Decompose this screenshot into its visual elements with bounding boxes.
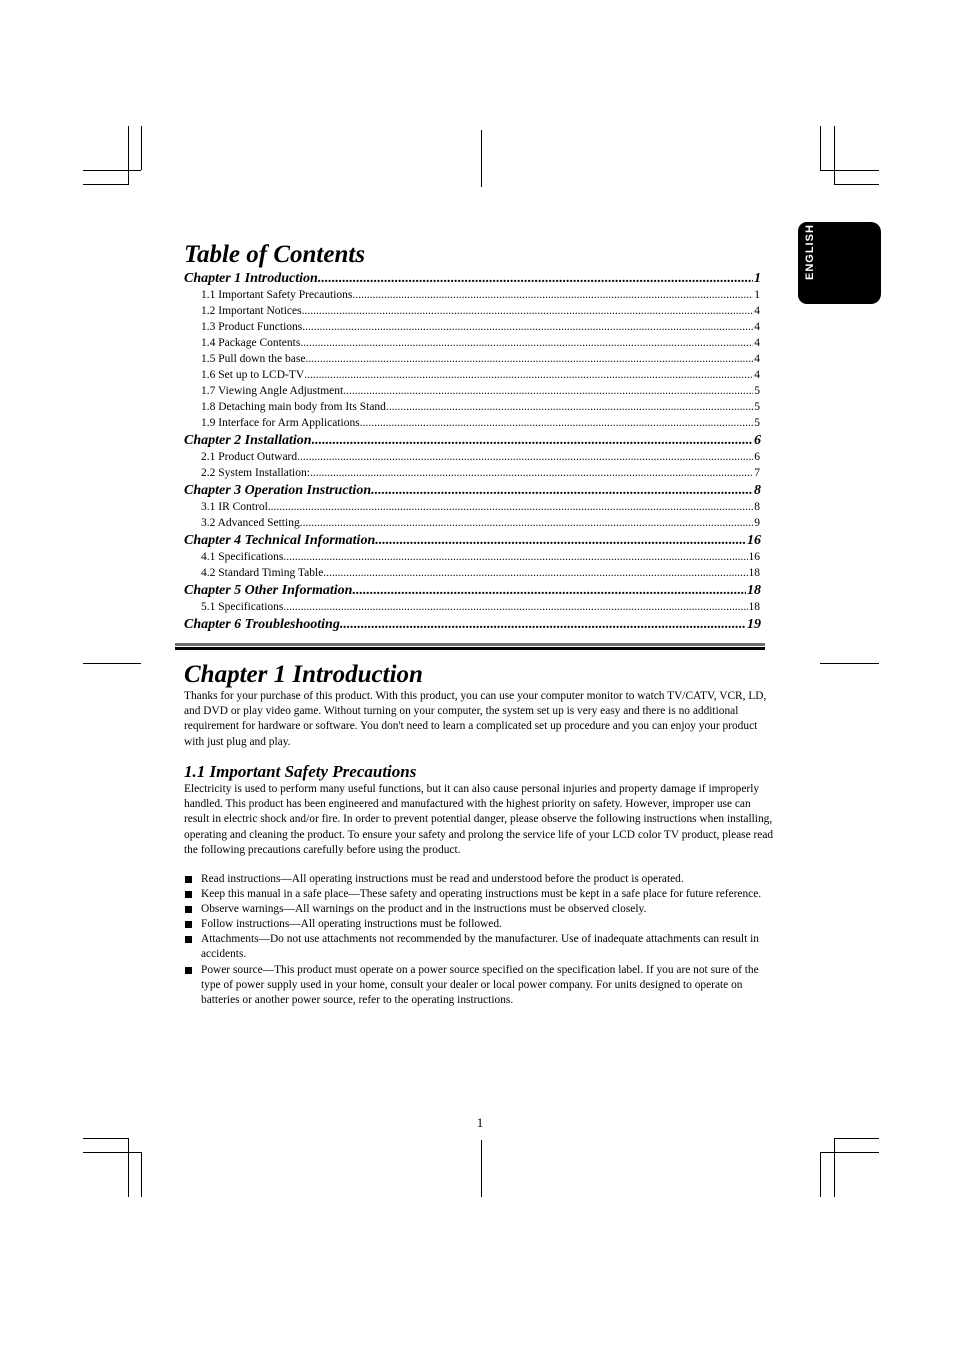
safety-paragraph: Electricity is used to perform many useful functions, but it can also cause personal injuries and property damage if improperly handled. This product has been engineered and manufactured with the highest priority on safety. However, improper use can result in electric shock and/or fire. In order to prevent potential danger, please observe the following instructions when installing, operating and cleaning the product. To ensure your safety and prolong the service life of your LCD color TV product, please read the following precautions carefully before using the product. bbox=[184, 783, 774, 856]
toc-leader-dots bbox=[300, 337, 753, 349]
language-tab bbox=[798, 222, 881, 304]
toc-chapter-row bbox=[184, 533, 761, 551]
toc-leader-dots bbox=[360, 417, 754, 429]
bullet-text: Follow instructions—All operating instructions must be followed. bbox=[201, 918, 502, 931]
toc-section-row bbox=[184, 369, 761, 385]
toc-entry-label: Chapter 6 Troubleshooting bbox=[184, 617, 340, 632]
toc-entry-label: 4.2 Standard Timing Table bbox=[201, 567, 324, 579]
crop-mark bbox=[820, 170, 879, 171]
toc-chapter-row bbox=[184, 617, 761, 635]
toc-section-row bbox=[184, 305, 761, 321]
toc-entry-label: Chapter 4 Technical Information bbox=[184, 533, 376, 548]
toc-title: Table of Contents bbox=[184, 241, 366, 268]
toc-section-row bbox=[184, 501, 761, 517]
toc-page-number: 16 bbox=[747, 533, 761, 548]
toc-entry-label: 4.1 Specifications bbox=[201, 551, 284, 563]
bullet-text: Power source—This product must operate on a power source specified on the specification label. If you are not sure of the type of power supply used in your home, consult your dealer or local power company. For units designed to operate on batteries or another power source, refer to the operating instructions. bbox=[201, 963, 759, 1006]
bullet-square-icon bbox=[185, 906, 192, 913]
toc-page-number: 4 bbox=[754, 337, 760, 349]
toc-section-row bbox=[184, 289, 761, 305]
toc-section-row bbox=[184, 467, 761, 483]
toc-entry-label: 1.5 Pull down the base bbox=[201, 353, 306, 365]
crop-mark bbox=[141, 1152, 142, 1197]
toc-section-row bbox=[184, 353, 761, 369]
toc-page-number: 5 bbox=[754, 385, 760, 397]
section-heading: 1.1 Important Safety Precautions bbox=[184, 762, 417, 781]
toc-leader-dots bbox=[352, 289, 753, 301]
toc-leader-dots bbox=[297, 451, 753, 463]
toc-leader-dots bbox=[386, 401, 753, 413]
toc-page-number: 18 bbox=[748, 567, 760, 579]
toc-entry-label: 1.3 Product Functions bbox=[201, 321, 303, 333]
toc-page-number: 18 bbox=[748, 601, 760, 613]
toc-leader-dots bbox=[283, 601, 747, 613]
toc-chapter-row bbox=[184, 433, 761, 451]
toc-section-row bbox=[184, 401, 761, 417]
toc-page-number: 16 bbox=[748, 551, 760, 563]
toc-leader-dots bbox=[310, 467, 753, 479]
section-divider bbox=[175, 643, 765, 650]
list-item bbox=[184, 872, 778, 887]
crop-mark bbox=[128, 126, 129, 184]
bullet-square-icon bbox=[185, 967, 192, 974]
toc-entry-label: Chapter 2 Installation bbox=[184, 433, 312, 448]
toc-page-number: 7 bbox=[754, 467, 760, 479]
crop-mark bbox=[834, 1138, 835, 1197]
toc-section-row bbox=[184, 551, 761, 567]
crop-mark bbox=[83, 1152, 141, 1153]
toc-leader-dots bbox=[312, 433, 753, 449]
toc-section-row bbox=[184, 601, 761, 617]
page-number: 1 bbox=[476, 1115, 484, 1130]
toc-page-number: 8 bbox=[754, 501, 760, 513]
toc-entry-label: 3.2 Advanced Setting bbox=[201, 517, 300, 529]
toc-leader-dots bbox=[300, 517, 754, 529]
safety-bullet-list bbox=[184, 872, 778, 1008]
intro-paragraph: Thanks for your purchase of this product. With this product, you can use your computer monitor to watch TV/CATV, VCR, LD, and DVD or play video game. Without turning on your computer, the system set up is very easy and there is no additional requirement for hardware or software. You don't need to learn a complicated set up procedure and you can enjoy your product with just plug and play. bbox=[184, 690, 767, 748]
toc-entry-label: 1.9 Interface for Arm Applications bbox=[201, 417, 360, 429]
bullet-text: Observe warnings—All warnings on the product and in the instructions must be observed closely. bbox=[201, 903, 647, 916]
crop-mark bbox=[820, 1152, 879, 1153]
toc-page-number: 9 bbox=[754, 517, 760, 529]
bullet-text: Keep this manual in a safe place—These safety and operating instructions must be kept in a safe place for future reference. bbox=[201, 888, 762, 901]
bullet-square-icon bbox=[185, 921, 192, 928]
crop-mark bbox=[481, 1140, 482, 1197]
toc-chapter-row bbox=[184, 271, 761, 289]
bullet-square-icon bbox=[185, 876, 192, 883]
toc-leader-dots bbox=[302, 321, 753, 333]
toc-entry-label: 1.8 Detaching main body from Its Stand bbox=[201, 401, 386, 413]
toc-section-row bbox=[184, 321, 761, 337]
bullet-square-icon bbox=[185, 891, 192, 898]
toc-leader-dots bbox=[283, 551, 747, 563]
toc-section-row bbox=[184, 417, 761, 433]
toc-section-row bbox=[184, 517, 761, 533]
toc-page-number: 18 bbox=[747, 583, 761, 598]
toc-chapter-row bbox=[184, 483, 761, 501]
toc-entry-label: 1.1 Important Safety Precautions bbox=[201, 289, 353, 301]
crop-mark bbox=[83, 170, 141, 171]
crop-mark bbox=[481, 130, 482, 187]
list-item bbox=[184, 917, 778, 932]
toc-page-number: 4 bbox=[754, 369, 760, 381]
bullet-text: Read instructions—All operating instructions must be read and understood before the product is operated. bbox=[201, 873, 684, 885]
crop-mark bbox=[141, 126, 142, 170]
crop-mark bbox=[834, 184, 879, 185]
bullet-text: Attachments—Do not use attachments not recommended by the manufacturer. Use of inadequate attachments can result in accidents. bbox=[201, 933, 759, 961]
toc-leader-dots bbox=[352, 583, 746, 599]
toc-entry-label: 2.2 System Installation: bbox=[201, 467, 310, 479]
toc-entry-label: 1.4 Package Contents bbox=[201, 337, 301, 349]
crop-mark bbox=[820, 1152, 821, 1197]
crop-mark bbox=[820, 126, 821, 170]
toc-leader-dots bbox=[343, 385, 753, 397]
toc-leader-dots bbox=[268, 501, 753, 513]
toc-page-number: 8 bbox=[754, 483, 761, 498]
crop-mark bbox=[834, 126, 835, 184]
toc-page-number: 4 bbox=[754, 353, 760, 365]
toc-entry-label: 1.7 Viewing Angle Adjustment bbox=[201, 385, 344, 397]
toc-entry-label: Chapter 1 Introduction bbox=[184, 271, 318, 286]
toc-section-row bbox=[184, 451, 761, 467]
chapter-title: Chapter 1 Introduction bbox=[184, 661, 423, 688]
toc-section-row bbox=[184, 385, 761, 401]
toc-entry-label: 3.1 IR Control bbox=[201, 501, 268, 513]
toc-page-number: 5 bbox=[754, 417, 760, 429]
toc-leader-dots bbox=[340, 617, 746, 633]
toc-section-row bbox=[184, 337, 761, 353]
toc-entry-label: Chapter 5 Other Information bbox=[184, 583, 353, 598]
crop-mark bbox=[834, 1138, 879, 1139]
toc-leader-dots bbox=[305, 353, 753, 365]
toc-leader-dots bbox=[375, 533, 746, 549]
toc-leader-dots bbox=[323, 567, 747, 579]
list-item bbox=[184, 902, 778, 917]
crop-mark bbox=[820, 663, 879, 664]
language-tab-label: ENGLISH bbox=[804, 224, 816, 280]
crop-mark bbox=[83, 1138, 129, 1139]
toc-page-number: 19 bbox=[747, 617, 761, 632]
toc-leader-dots bbox=[371, 483, 753, 499]
toc-entry-label: 5.1 Specifications bbox=[201, 601, 284, 613]
toc-leader-dots bbox=[302, 305, 754, 317]
toc-entry-label: 1.6 Set up to LCD-TV bbox=[201, 369, 305, 381]
toc-entry-label: Chapter 3 Operation Instruction bbox=[184, 483, 372, 498]
toc-page-number: 4 bbox=[754, 321, 760, 333]
toc-leader-dots bbox=[304, 369, 753, 381]
list-item bbox=[184, 963, 778, 1008]
toc-section-row bbox=[184, 567, 761, 583]
toc-page-number: 5 bbox=[754, 401, 760, 413]
toc-page-number: 1 bbox=[754, 271, 761, 286]
toc-entry-label: 1.2 Important Notices bbox=[201, 305, 302, 317]
bullet-square-icon bbox=[185, 936, 192, 943]
toc-leader-dots bbox=[318, 271, 753, 287]
toc-page-number: 4 bbox=[754, 305, 760, 317]
list-item bbox=[184, 932, 778, 962]
toc-page-number: 6 bbox=[754, 433, 761, 448]
toc-entry-label: 2.1 Product Outward bbox=[201, 451, 298, 463]
toc-chapter-row bbox=[184, 583, 761, 601]
toc-page-number: 6 bbox=[754, 451, 760, 463]
crop-mark bbox=[128, 1138, 129, 1197]
crop-mark bbox=[83, 663, 141, 664]
toc-page-number: 1 bbox=[754, 289, 760, 301]
table-of-contents bbox=[184, 271, 761, 635]
list-item bbox=[184, 887, 778, 902]
crop-mark bbox=[83, 184, 129, 185]
